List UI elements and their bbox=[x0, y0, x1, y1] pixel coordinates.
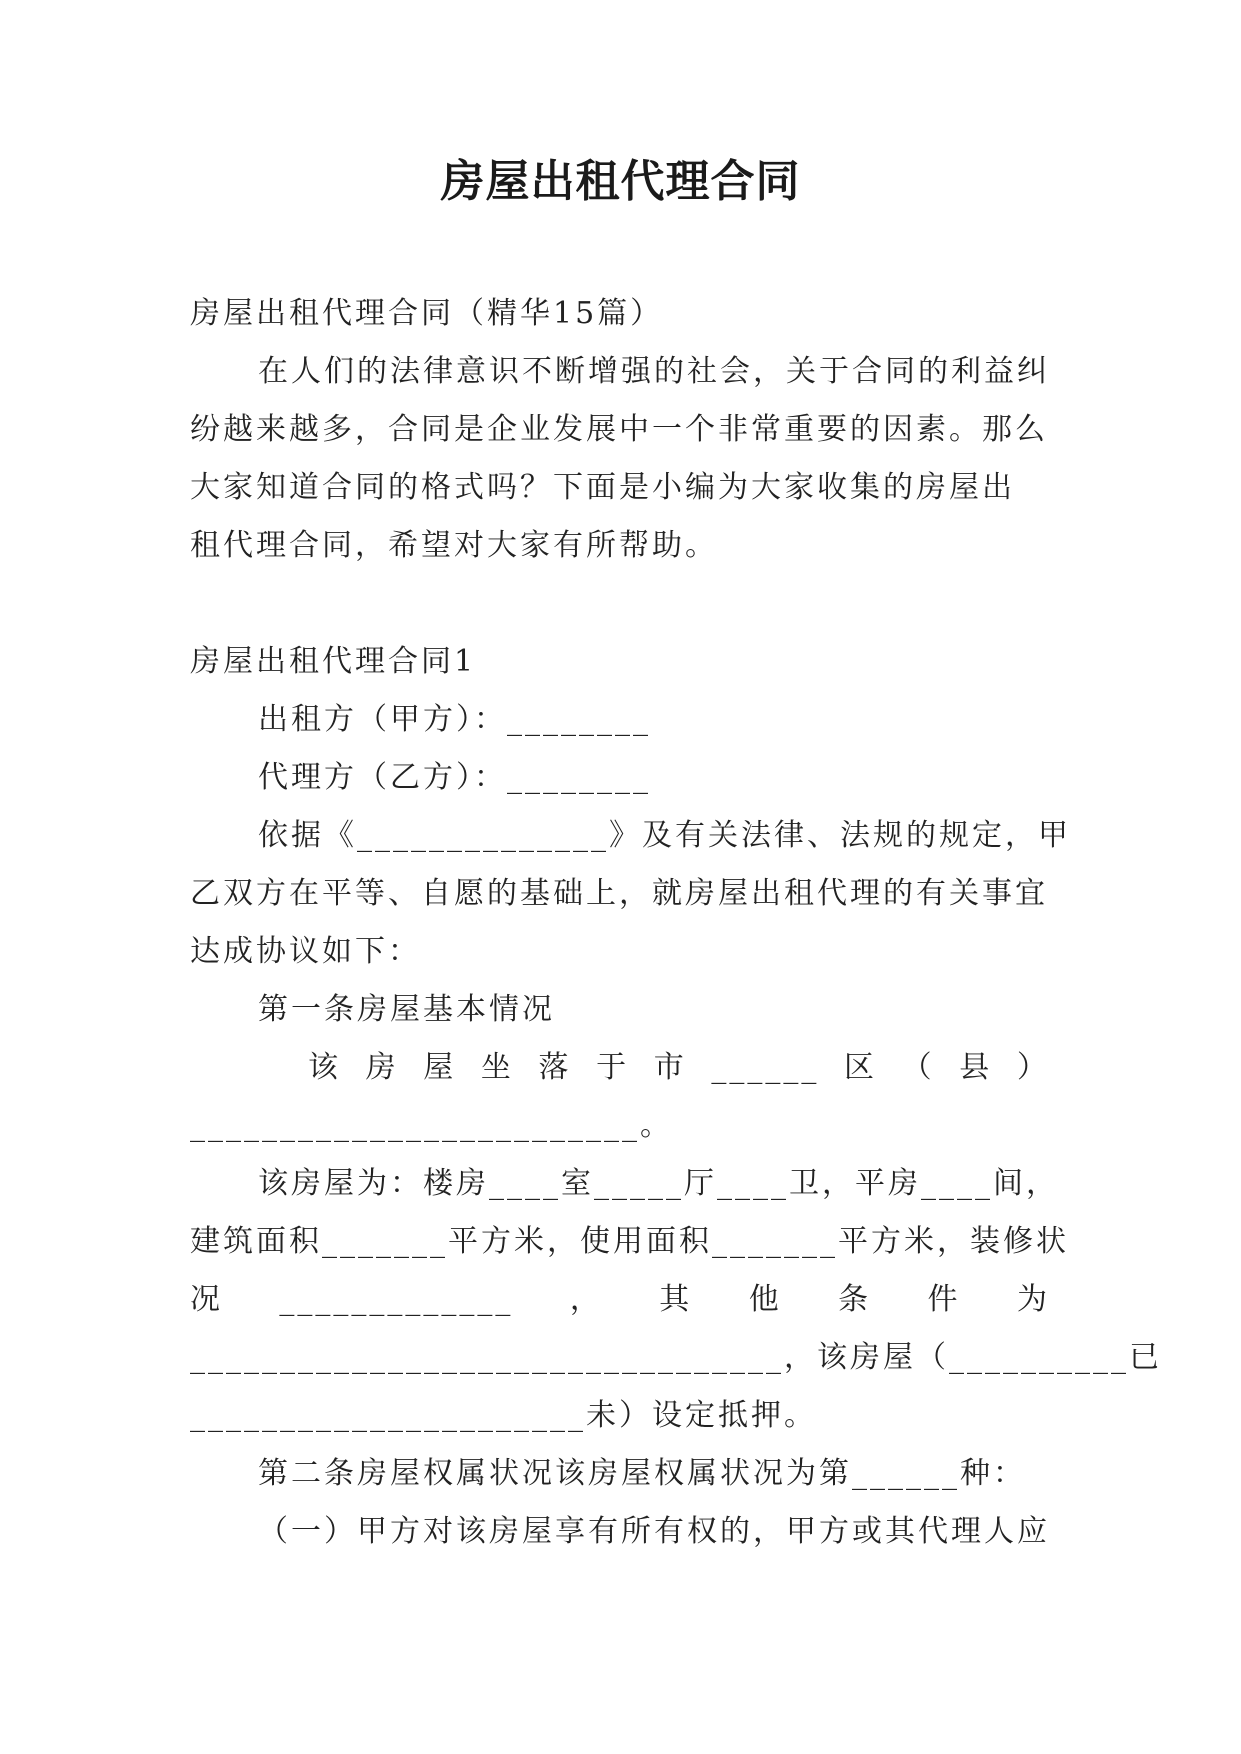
house-description: 该房屋为：楼房____室_____厅____卫，平房____间， bbox=[258, 1166, 1059, 1201]
basis-line-3: 达成协议如下： bbox=[190, 934, 421, 969]
location-line bbox=[190, 1039, 1050, 1097]
section-heading: 房屋出租代理合同1 bbox=[190, 644, 477, 679]
location-word: 于 bbox=[596, 1050, 630, 1085]
article1-heading: 第一条房屋基本情况 bbox=[258, 992, 555, 1027]
basis-line-1: 依据《______________》及有关法律、法规的规定，甲 bbox=[258, 818, 1071, 853]
mortgage-continuation: ______________________未）设定抵押。 bbox=[190, 1398, 817, 1433]
mortgage-part: _________________________________，该房屋（ bbox=[190, 1340, 949, 1375]
location-word: ______ bbox=[711, 1050, 820, 1085]
area-line: 建筑面积_______平方米，使用面积_______平方米，装修状 bbox=[190, 1224, 1069, 1259]
document-body bbox=[190, 285, 1162, 1561]
agent-line: 代理方（乙方）：________ bbox=[258, 760, 651, 795]
intro-line-3: 大家知道合同的格式吗？下面是小编为大家收集的房屋出 bbox=[190, 470, 1015, 505]
location-word: 该 bbox=[308, 1050, 341, 1085]
other-word: 件 bbox=[927, 1282, 961, 1317]
location-word: 落 bbox=[538, 1050, 572, 1085]
mortgage-part: __________已 bbox=[949, 1340, 1162, 1375]
location-word: 坐 bbox=[480, 1050, 514, 1085]
location-word: 区 bbox=[844, 1050, 877, 1085]
clause1-line: （一）甲方对该房屋享有所有权的，甲方或其代理人应 bbox=[258, 1514, 1050, 1549]
other-conditions-line bbox=[190, 1271, 1050, 1329]
other-word: 况 bbox=[190, 1282, 223, 1317]
other-word: ， bbox=[569, 1282, 603, 1317]
other-word: 条 bbox=[838, 1282, 872, 1317]
location-word: ） bbox=[1016, 1050, 1050, 1085]
lessor-line: 出租方（甲方）：________ bbox=[258, 702, 651, 737]
other-word: 为 bbox=[1016, 1282, 1050, 1317]
subtitle: 房屋出租代理合同（精华15篇） bbox=[190, 296, 664, 331]
location-word: （ bbox=[901, 1050, 935, 1085]
other-word: 他 bbox=[748, 1282, 782, 1317]
intro-line-2: 纷越来越多，合同是企业发展中一个非常重要的因素。那么 bbox=[190, 412, 1048, 447]
location-word: 县 bbox=[959, 1050, 993, 1085]
document-title: 房屋出租代理合同 bbox=[440, 156, 801, 207]
intro-line-4: 租代理合同，希望对大家有所帮助。 bbox=[190, 528, 718, 563]
mortgage-line bbox=[190, 1329, 1162, 1387]
other-word: 其 bbox=[659, 1282, 693, 1317]
location-continuation: _________________________。 bbox=[190, 1108, 673, 1143]
intro-line-1: 在人们的法律意识不断增强的社会，关于合同的利益纠 bbox=[258, 354, 1050, 389]
other-word: _____________ bbox=[279, 1282, 514, 1317]
location-word: 屋 bbox=[423, 1050, 457, 1085]
blank-gap bbox=[190, 575, 1050, 633]
location-word: 市 bbox=[653, 1050, 687, 1085]
location-word: 房 bbox=[365, 1050, 399, 1085]
basis-line-2: 乙双方在平等、自愿的基础上，就房屋出租代理的有关事宜 bbox=[190, 876, 1048, 911]
article2-line: 第二条房屋权属状况该房屋权属状况为第______种： bbox=[258, 1456, 1026, 1491]
